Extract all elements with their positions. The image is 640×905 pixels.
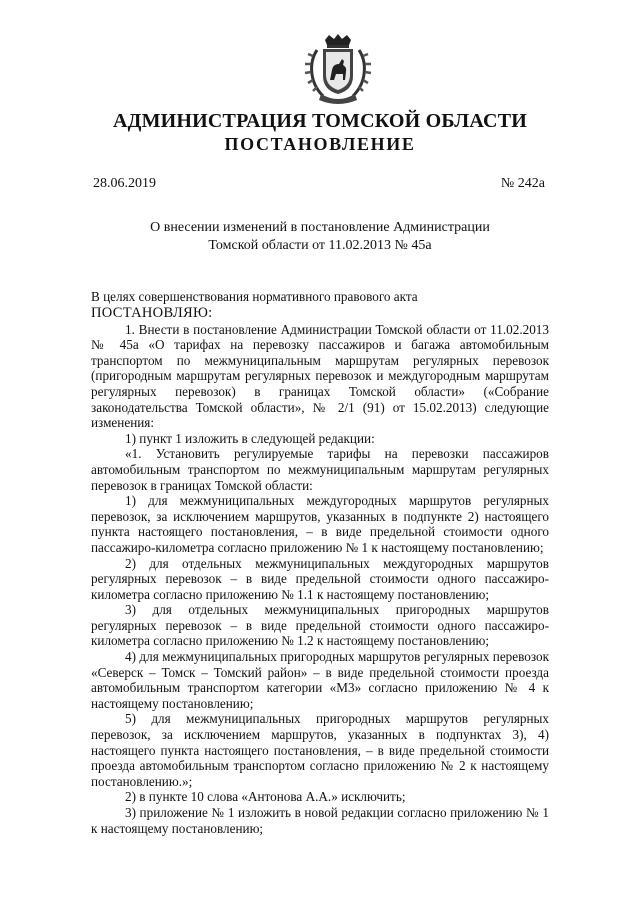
organization-title: АДМИНИСТРАЦИЯ ТОМСКОЙ ОБЛАСТИ: [112, 110, 528, 132]
paragraph: 2) в пункте 10 слова «Антонова А.А.» исключить;: [125, 789, 406, 805]
subject-line-2: Томской области от 11.02.2013 № 45а: [208, 238, 432, 253]
document-type: ПОСТАНОВЛЕНИЕ: [224, 134, 416, 154]
document-subject: [0, 219, 640, 255]
document-body: [91, 289, 549, 836]
paragraph: 3) приложение № 1 изложить в новой редакции согласно приложению № 1 к настоящему постановлению;: [91, 805, 549, 836]
paragraph: 3) для отдельных межмуниципальных пригородных маршрутов регулярных перевозок – в виде предельной стоимости одного пассажиро-километра согласно приложению № 1.2 к настоящему постановлению;: [91, 602, 549, 649]
paragraph: 4) для межмуниципальных пригородных маршрутов регулярных перевозок «Северск – Томск – Томский район» – в виде предельной стоимости проезда автомобильным транспортом категории «М3» согласно приложению № 4 к настоящему постановлению;: [91, 649, 549, 711]
paragraph: «1. Установить регулируемые тарифы на перевозки пассажиров автомобильным транспортом по межмуниципальным маршрутам регулярных перевозок в границах Томской области:: [91, 446, 549, 493]
paragraph: 5) для межмуниципальных пригородных маршрутов регулярных перевозок, за исключением маршрутов, указанных в подпунктах 3), 4) настоящего пункта настоящего постановления, – в виде предельной стоимости проезда автомобильным транспортом согласно приложению № 2 к настоящему постановлению.»;: [91, 711, 549, 789]
paragraph: 1) пункт 1 изложить в следующей редакции:: [125, 430, 375, 446]
paragraph: 1) для межмуниципальных междугородных маршрутов регулярных перевозок, за исключением маршрутов, указанных в подпункте 2) настоящего пункта настоящего постановления, – в виде предельной стоимости одного пассажиро-километра согласно приложению № 1 к настоящему постановлению;: [91, 493, 549, 555]
document-date: 28.06.2019: [93, 176, 156, 191]
intro-text: В целях совершенствования нормативного правового акта: [91, 289, 418, 304]
subject-line-1: О внесении изменений в постановление Администрации: [150, 220, 490, 235]
document-number: № 242а: [500, 176, 545, 191]
paragraph: 1. Внести в постановление Администрации Томской области от 11.02.2013 № 45а «О тарифах на перевозку пассажиров и багажа автомобильным транспортом по межмуниципальным маршрутам регулярных перевозок (пригородным маршрутам регулярных перевозок и междугородным маршрутам регулярных перевозок) в границах Томской области» («Собрание законодательства Томской области», № 2/1 (91) от 15.02.2013) следующие изменения:: [91, 321, 549, 431]
tomsk-coat-of-arms-icon: [303, 34, 373, 106]
paragraph: 2) для отдельных межмуниципальных междугородных маршрутов регулярных перевозок – в виде предельной стоимости одного пассажиро-километра согласно приложению № 1.1 к настоящему постановлению;: [91, 555, 549, 602]
decree-heading: ПОСТАНОВЛЯЮ:: [91, 304, 213, 321]
